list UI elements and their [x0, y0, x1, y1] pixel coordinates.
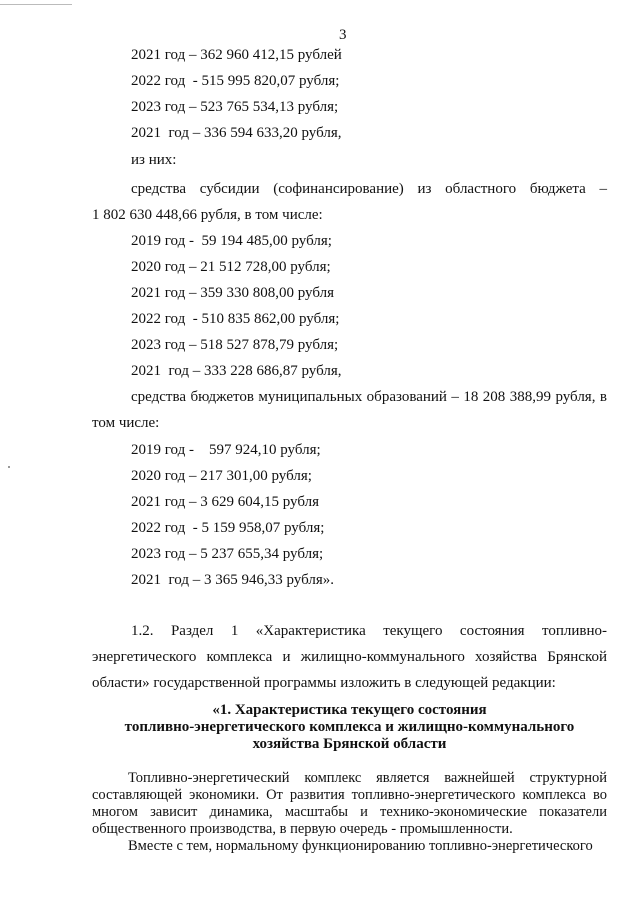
funding-line-2021-total: 2021 год – 362 960 412,15 рублей — [131, 47, 342, 63]
regional-subsidy-line: средства субсидии (софинансирование) из областного бюджета – — [131, 181, 607, 197]
subsidy-line-2021: 2021 год – 359 330 808,00 рубля — [131, 285, 334, 301]
section-1-2-end: области» государственной программы изложить в следующей редакции: — [92, 675, 556, 691]
scan-artifact-dot — [8, 466, 10, 468]
section-heading-line-3: хозяйства Брянской области — [252, 736, 447, 752]
regional-subsidy-total: 1 802 630 448,66 рубля, в том числе: — [92, 207, 323, 223]
page-number: 3 — [339, 27, 347, 43]
subsidy-line-2024: 2021 год – 333 228 686,87 рубля, — [131, 363, 342, 379]
municipal-line-2020: 2020 год – 217 301,00 рубля; — [131, 468, 312, 484]
municipal-line-2019: 2019 год - 597 924,10 рубля; — [131, 442, 321, 458]
municipal-line-2022: 2022 год - 5 159 958,07 рубля; — [131, 520, 325, 536]
municipal-line-2024: 2021 год – 3 365 946,33 рубля». — [131, 572, 334, 588]
subsidy-line-2019: 2019 год - 59 194 485,00 рубля; — [131, 233, 332, 249]
municipal-funds-line: средства бюджетов муниципальных образований – 18 208 388,99 рубля, в — [131, 389, 607, 405]
municipal-line-2023: 2023 год – 5 237 655,34 рубля; — [131, 546, 324, 562]
section-heading-line-2: топливно-энергетического комплекса и жилищно-коммунального — [124, 719, 575, 735]
section-heading-line-1: «1. Характеристика текущего состояния — [212, 702, 487, 718]
subsidy-line-2023: 2023 год – 518 527 878,79 рубля; — [131, 337, 339, 353]
of-them-label: из них: — [131, 152, 177, 168]
subsidy-line-2022: 2022 год - 510 835 862,00 рубля; — [131, 311, 340, 327]
scan-artifact-line — [0, 4, 72, 5]
body-paragraph-1 — [92, 770, 607, 838]
body-paragraph-1-text: Топливно-энергетический комплекс является важнейшей структурной составляющей экономики. От развития топливно-энергетического комплекса во многом зависит динамика, масштабы и технико-экономические показатели общественного производства, в первую очередь - промышленности. — [92, 770, 607, 837]
section-1-2-line: 1.2. Раздел 1 «Характеристика текущего состояния топливно- — [131, 623, 607, 639]
municipal-funds-including: том числе: — [92, 415, 160, 431]
funding-line-2022-total: 2022 год - 515 995 820,07 рубля; — [131, 73, 340, 89]
body-paragraph-2-text: Вместе с тем, нормальному функционированию топливно-энергетического — [128, 838, 593, 854]
body-paragraph-2 — [92, 838, 607, 855]
subsidy-line-2020: 2020 год – 21 512 728,00 рубля; — [131, 259, 331, 275]
funding-line-2024-total: 2021 год – 336 594 633,20 рубля, — [131, 125, 342, 141]
section-1-2-continuation: энергетического комплекса и жилищно-коммунального хозяйства Брянской — [92, 649, 607, 665]
funding-line-2023-total: 2023 год – 523 765 534,13 рубля; — [131, 99, 339, 115]
municipal-line-2021: 2021 год – 3 629 604,15 рубля — [131, 494, 319, 510]
